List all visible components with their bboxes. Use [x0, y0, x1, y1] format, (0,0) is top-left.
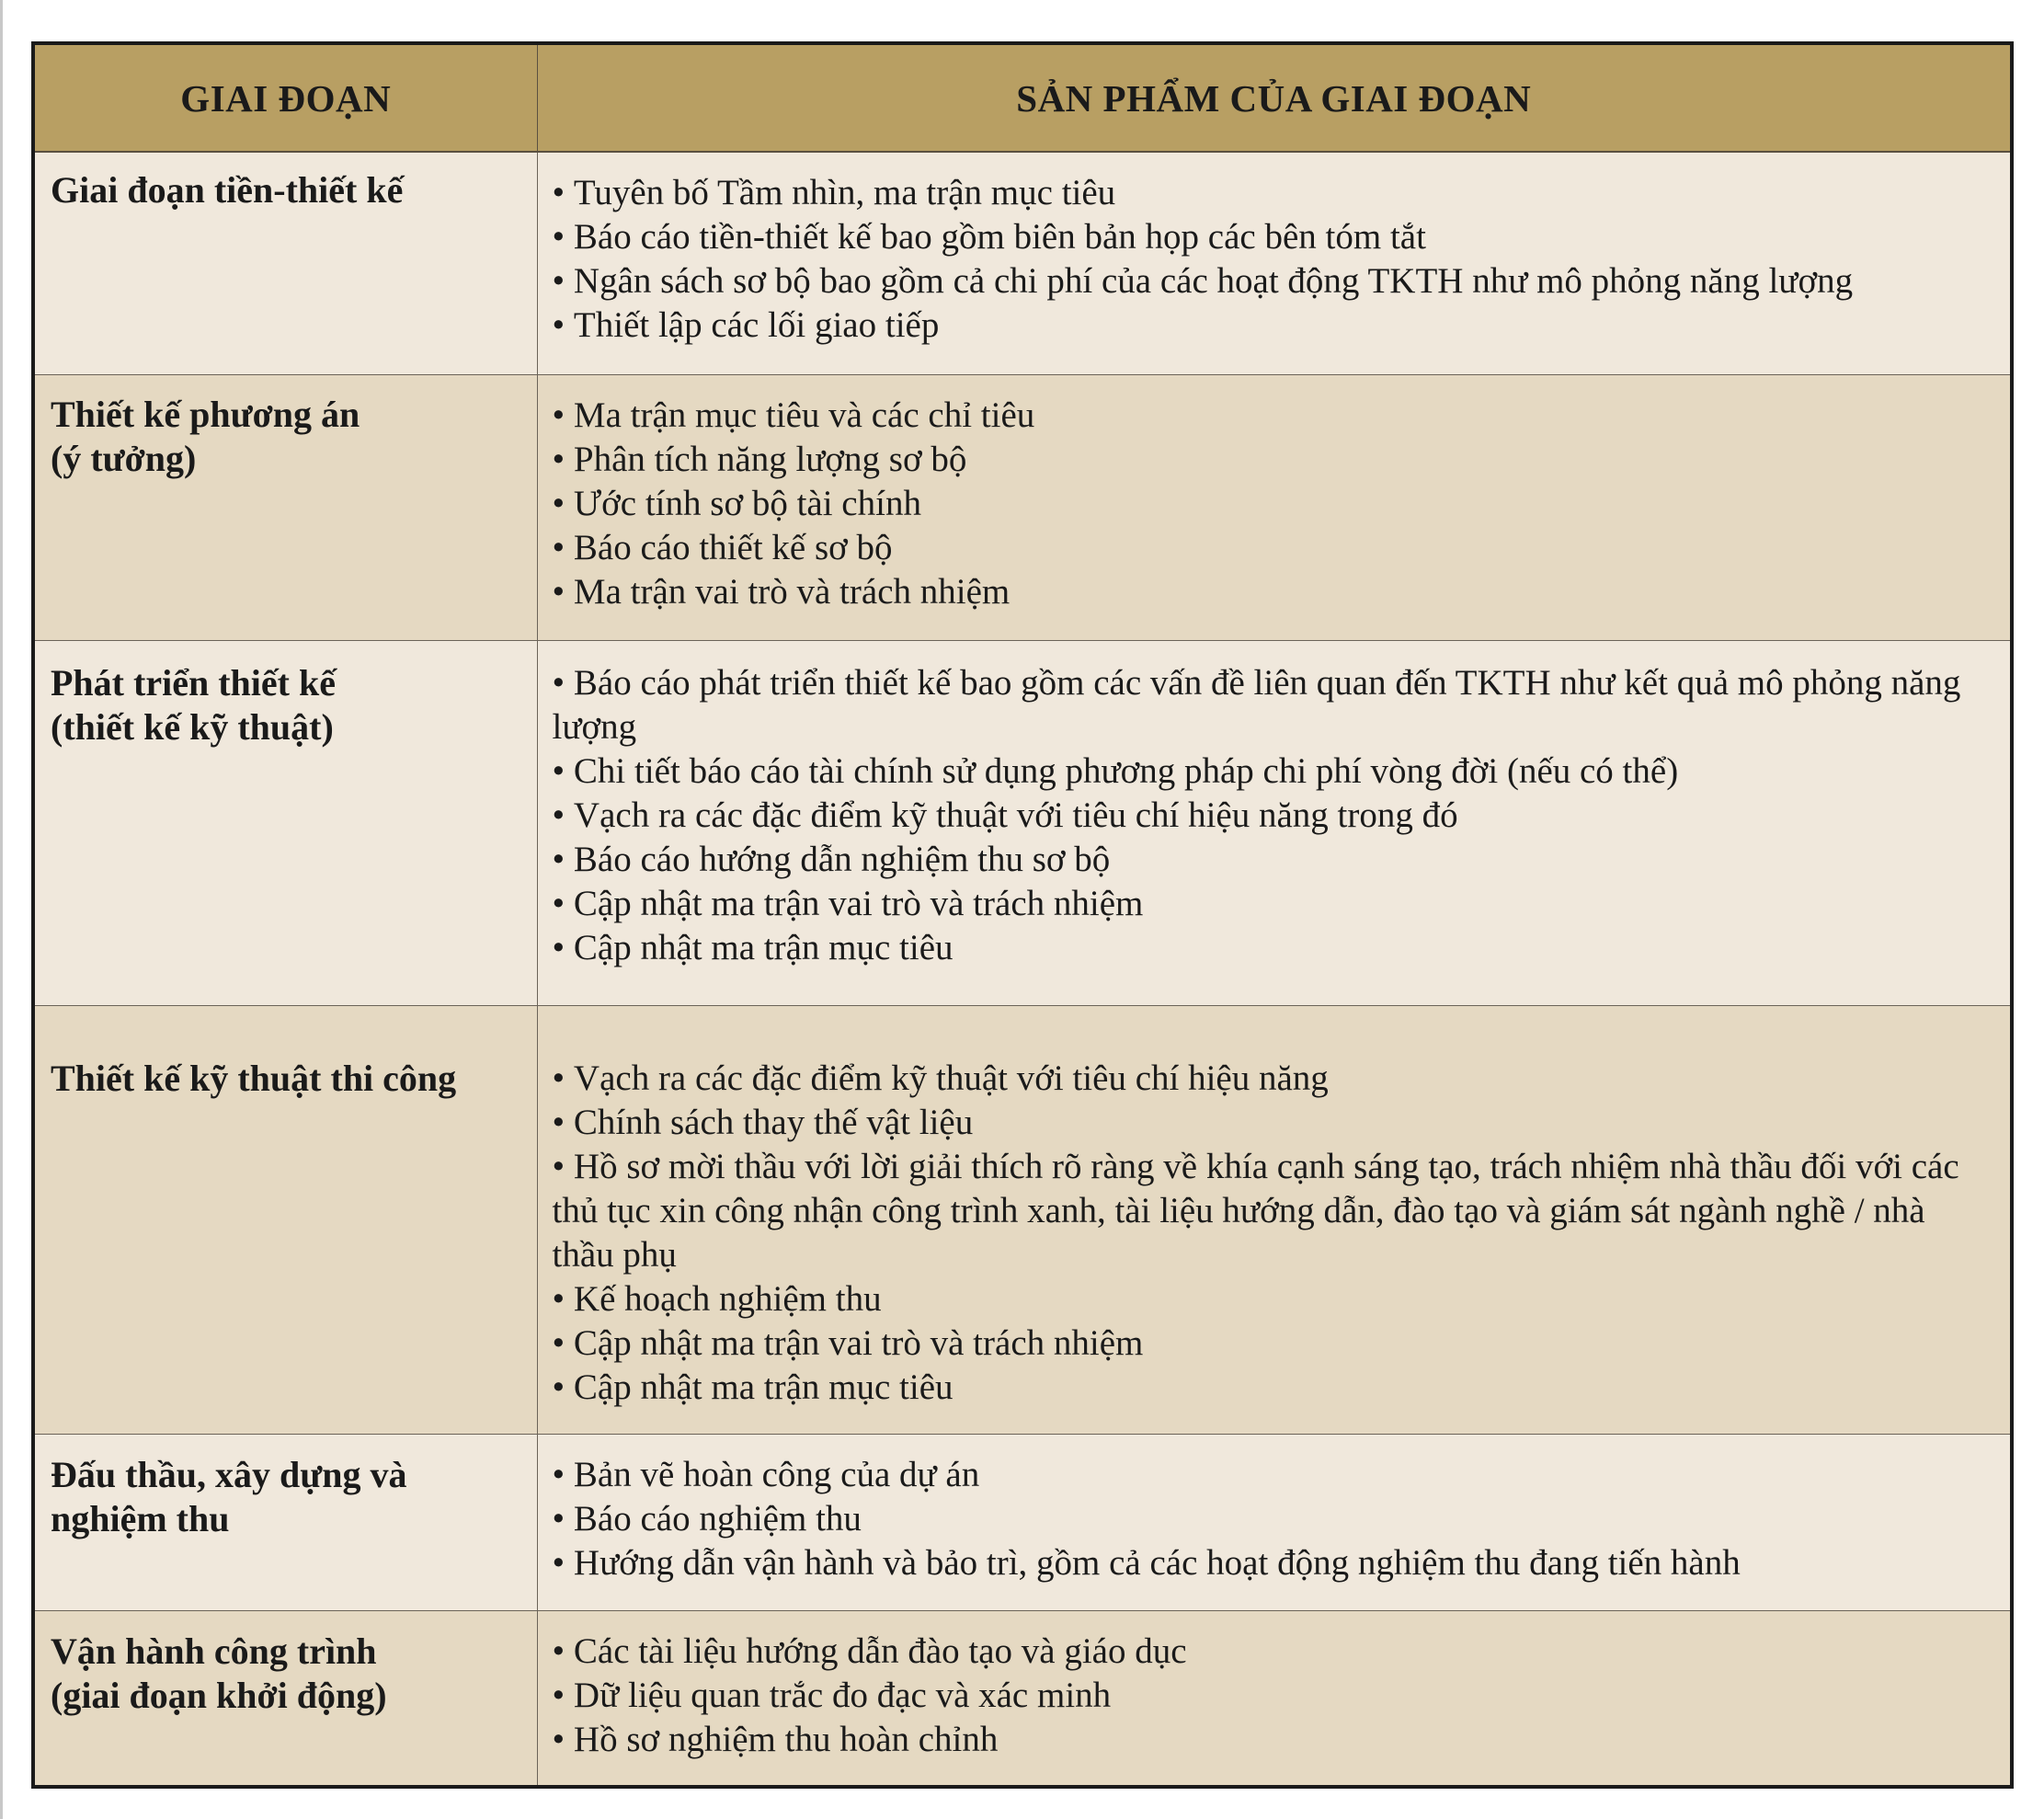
stage-cell	[33, 1005, 537, 1434]
stage-cell	[33, 374, 537, 640]
product-list	[538, 1611, 2011, 1762]
list-item: • Cập nhật ma trận mục tiêu	[553, 1366, 1994, 1410]
product-list	[538, 1006, 2011, 1410]
product-list	[538, 153, 2011, 348]
header-products: SẢN PHẨM CỦA GIAI ĐOẠN	[537, 43, 2012, 152]
list-item: • Chính sách thay thế vật liệu	[553, 1101, 1994, 1145]
products-cell	[537, 1005, 2012, 1434]
list-item: • Hướng dẫn vận hành và bảo trì, gồm cả các hoạt động nghiệm thu đang tiến hành	[553, 1541, 1994, 1585]
stage-name: Vận hành công trình (giai đoạn khởi động)	[51, 1630, 387, 1716]
list-item: • Báo cáo phát triển thiết kế bao gồm các vấn đề liên quan đến TKTH như kết quả mô phỏng năng lượng	[553, 661, 1994, 749]
product-list	[538, 375, 2011, 614]
products-cell	[537, 374, 2012, 640]
stage-cell	[33, 152, 537, 374]
list-item: • Hồ sơ nghiệm thu hoàn chỉnh	[553, 1718, 1994, 1762]
list-item: • Chi tiết báo cáo tài chính sử dụng phương pháp chi phí vòng đời (nếu có thể)	[553, 749, 1994, 794]
list-item: • Báo cáo thiết kế sơ bộ	[553, 526, 1994, 570]
table-row	[33, 1005, 2012, 1434]
stage-name: Đấu thầu, xây dựng và nghiệm thu	[51, 1453, 407, 1539]
list-item: • Ước tính sơ bộ tài chính	[553, 482, 1994, 526]
stage-name: Thiết kế phương án (ý tưởng)	[51, 393, 360, 479]
list-item: • Thiết lập các lối giao tiếp	[553, 303, 1994, 348]
list-item: • Dữ liệu quan trắc đo đạc và xác minh	[553, 1674, 1994, 1718]
table-header-row	[33, 43, 2012, 152]
list-item: • Báo cáo nghiệm thu	[553, 1497, 1994, 1541]
products-cell	[537, 640, 2012, 1005]
list-item: • Ma trận mục tiêu và các chỉ tiêu	[553, 394, 1994, 438]
list-item: • Tuyên bố Tầm nhìn, ma trận mục tiêu	[553, 171, 1994, 215]
list-item: • Ma trận vai trò và trách nhiệm	[553, 570, 1994, 614]
stage-products-table	[31, 41, 2014, 1789]
list-item: • Báo cáo hướng dẫn nghiệm thu sơ bộ	[553, 838, 1994, 882]
stage-name: Thiết kế kỹ thuật thi công	[51, 1057, 457, 1099]
stage-name: Phát triển thiết kế (thiết kế kỹ thuật)	[51, 661, 336, 748]
list-item: • Vạch ra các đặc điểm kỹ thuật với tiêu chí hiệu năng	[553, 1057, 1994, 1101]
table-row	[33, 1434, 2012, 1610]
list-item: • Báo cáo tiền-thiết kế bao gồm biên bản họp các bên tóm tắt	[553, 215, 1994, 259]
products-cell	[537, 152, 2012, 374]
stage-cell	[33, 1610, 537, 1787]
list-item: • Các tài liệu hướng dẫn đào tạo và giáo dục	[553, 1630, 1994, 1674]
stage-name: Giai đoạn tiền-thiết kế	[51, 169, 404, 211]
list-item: • Cập nhật ma trận mục tiêu	[553, 926, 1994, 970]
stage-cell	[33, 1434, 537, 1610]
stage-cell	[33, 640, 537, 1005]
page-left-edge	[0, 0, 3, 1819]
list-item: • Cập nhật ma trận vai trò và trách nhiệm	[553, 882, 1994, 926]
list-item: • Vạch ra các đặc điểm kỹ thuật với tiêu chí hiệu năng trong đó	[553, 794, 1994, 838]
list-item: • Ngân sách sơ bộ bao gồm cả chi phí của các hoạt động TKTH như mô phỏng năng lượng	[553, 259, 1994, 303]
product-list	[538, 641, 2011, 970]
table-row	[33, 374, 2012, 640]
list-item: • Kế hoạch nghiệm thu	[553, 1277, 1994, 1321]
list-item: • Bản vẽ hoàn công của dự án	[553, 1453, 1994, 1497]
table-row	[33, 152, 2012, 374]
table-row	[33, 640, 2012, 1005]
list-item: • Cập nhật ma trận vai trò và trách nhiệm	[553, 1321, 1994, 1366]
product-list	[538, 1435, 2011, 1585]
list-item: • Hồ sơ mời thầu với lời giải thích rõ ràng về khía cạnh sáng tạo, trách nhiệm nhà thầu đối với các thủ tục xin công nhận công trình xanh, tài liệu hướng dẫn, đào tạo và giám sát ngành nghề / nhà thầu phụ	[553, 1145, 1994, 1277]
list-item: • Phân tích năng lượng sơ bộ	[553, 438, 1994, 482]
products-cell	[537, 1610, 2012, 1787]
header-stage: GIAI ĐOẠN	[33, 43, 537, 152]
table-row	[33, 1610, 2012, 1787]
products-cell	[537, 1434, 2012, 1610]
